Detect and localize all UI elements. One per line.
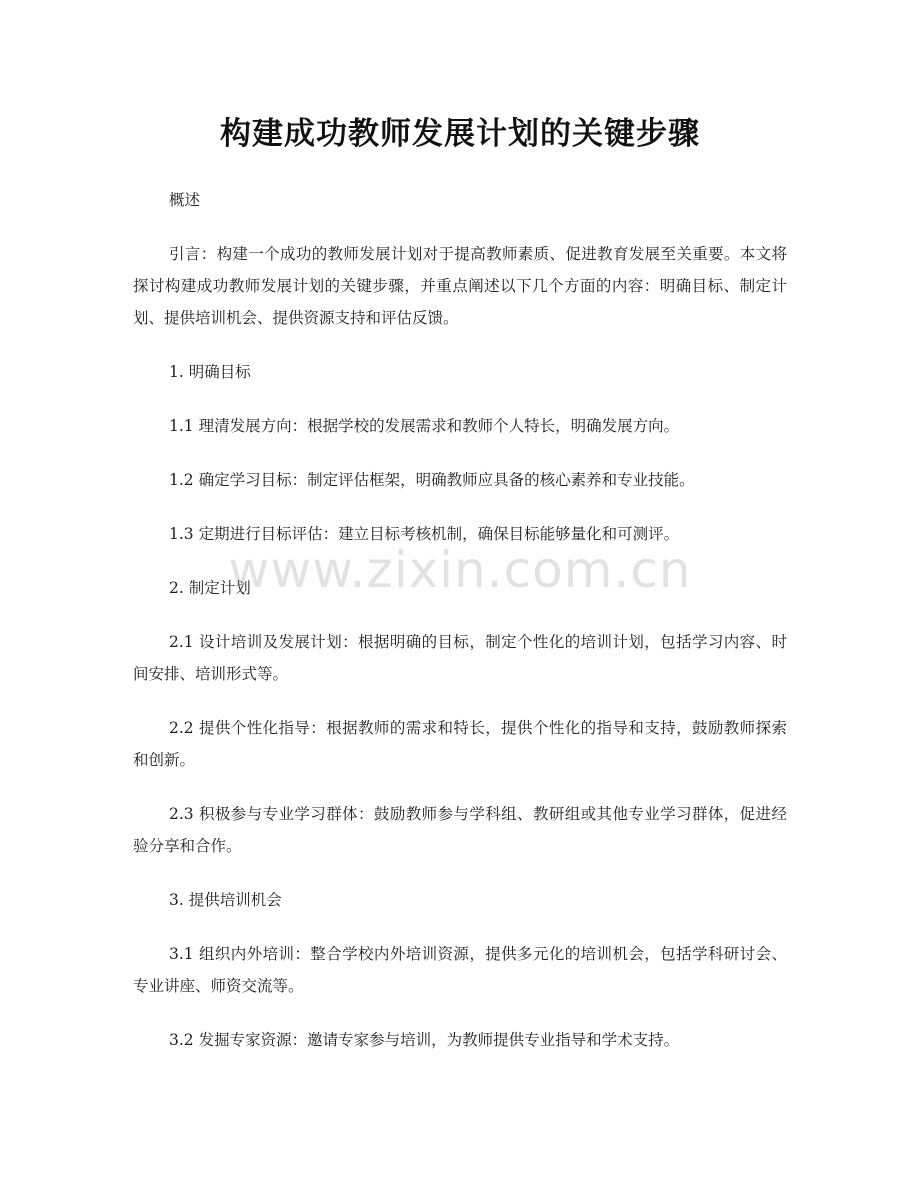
item-2-2: 2.2 提供个性化指导：根据教师的需求和特长，提供个性化的指导和支持，鼓励教师探索和创新。	[133, 719, 787, 769]
section-heading-1: 1. 明确目标	[169, 363, 251, 381]
section-heading-overview: 概述	[169, 191, 201, 209]
document-body	[133, 184, 787, 1078]
item-1-2: 1.2 确定学习目标：制定评估框架，明确教师应具备的核心素养和专业技能。	[169, 471, 695, 489]
section-heading-2: 2. 制定计划	[169, 579, 251, 597]
document-title: 构建成功教师发展计划的关键步骤	[220, 116, 700, 152]
item-3-1: 3.1 组织内外培训：整合学校内外培训资源，提供多元化的培训机会，包括学科研讨会、专业讲座、师资交流等。	[133, 945, 787, 995]
item-1-1: 1.1 理清发展方向：根据学校的发展需求和教师个人特长，明确发展方向。	[169, 417, 680, 435]
section-heading-3: 3. 提供培训机会	[169, 891, 282, 909]
watermark: www.zixin.com.cn	[228, 541, 692, 599]
item-3-2: 3.2 发掘专家资源：邀请专家参与培训，为教师提供专业指导和学术支持。	[169, 1031, 680, 1049]
item-2-1: 2.1 设计培训及发展计划：根据明确的目标，制定个性化的培训计划，包括学习内容、时间安排、培训形式等。	[133, 633, 787, 683]
item-1-3: 1.3 定期进行目标评估：建立目标考核机制，确保目标能够量化和可测评。	[169, 525, 680, 543]
intro-paragraph: 引言：构建一个成功的教师发展计划对于提高教师素质、促进教育发展至关重要。本文将探讨构建成功教师发展计划的关键步骤，并重点阐述以下几个方面的内容：明确目标、制定计划、提供培训机会、提供资源支持和评估反馈。	[133, 245, 787, 327]
item-2-3: 2.3 积极参与专业学习群体：鼓励教师参与学科组、教研组或其他专业学习群体，促进经验分享和合作。	[133, 805, 787, 855]
